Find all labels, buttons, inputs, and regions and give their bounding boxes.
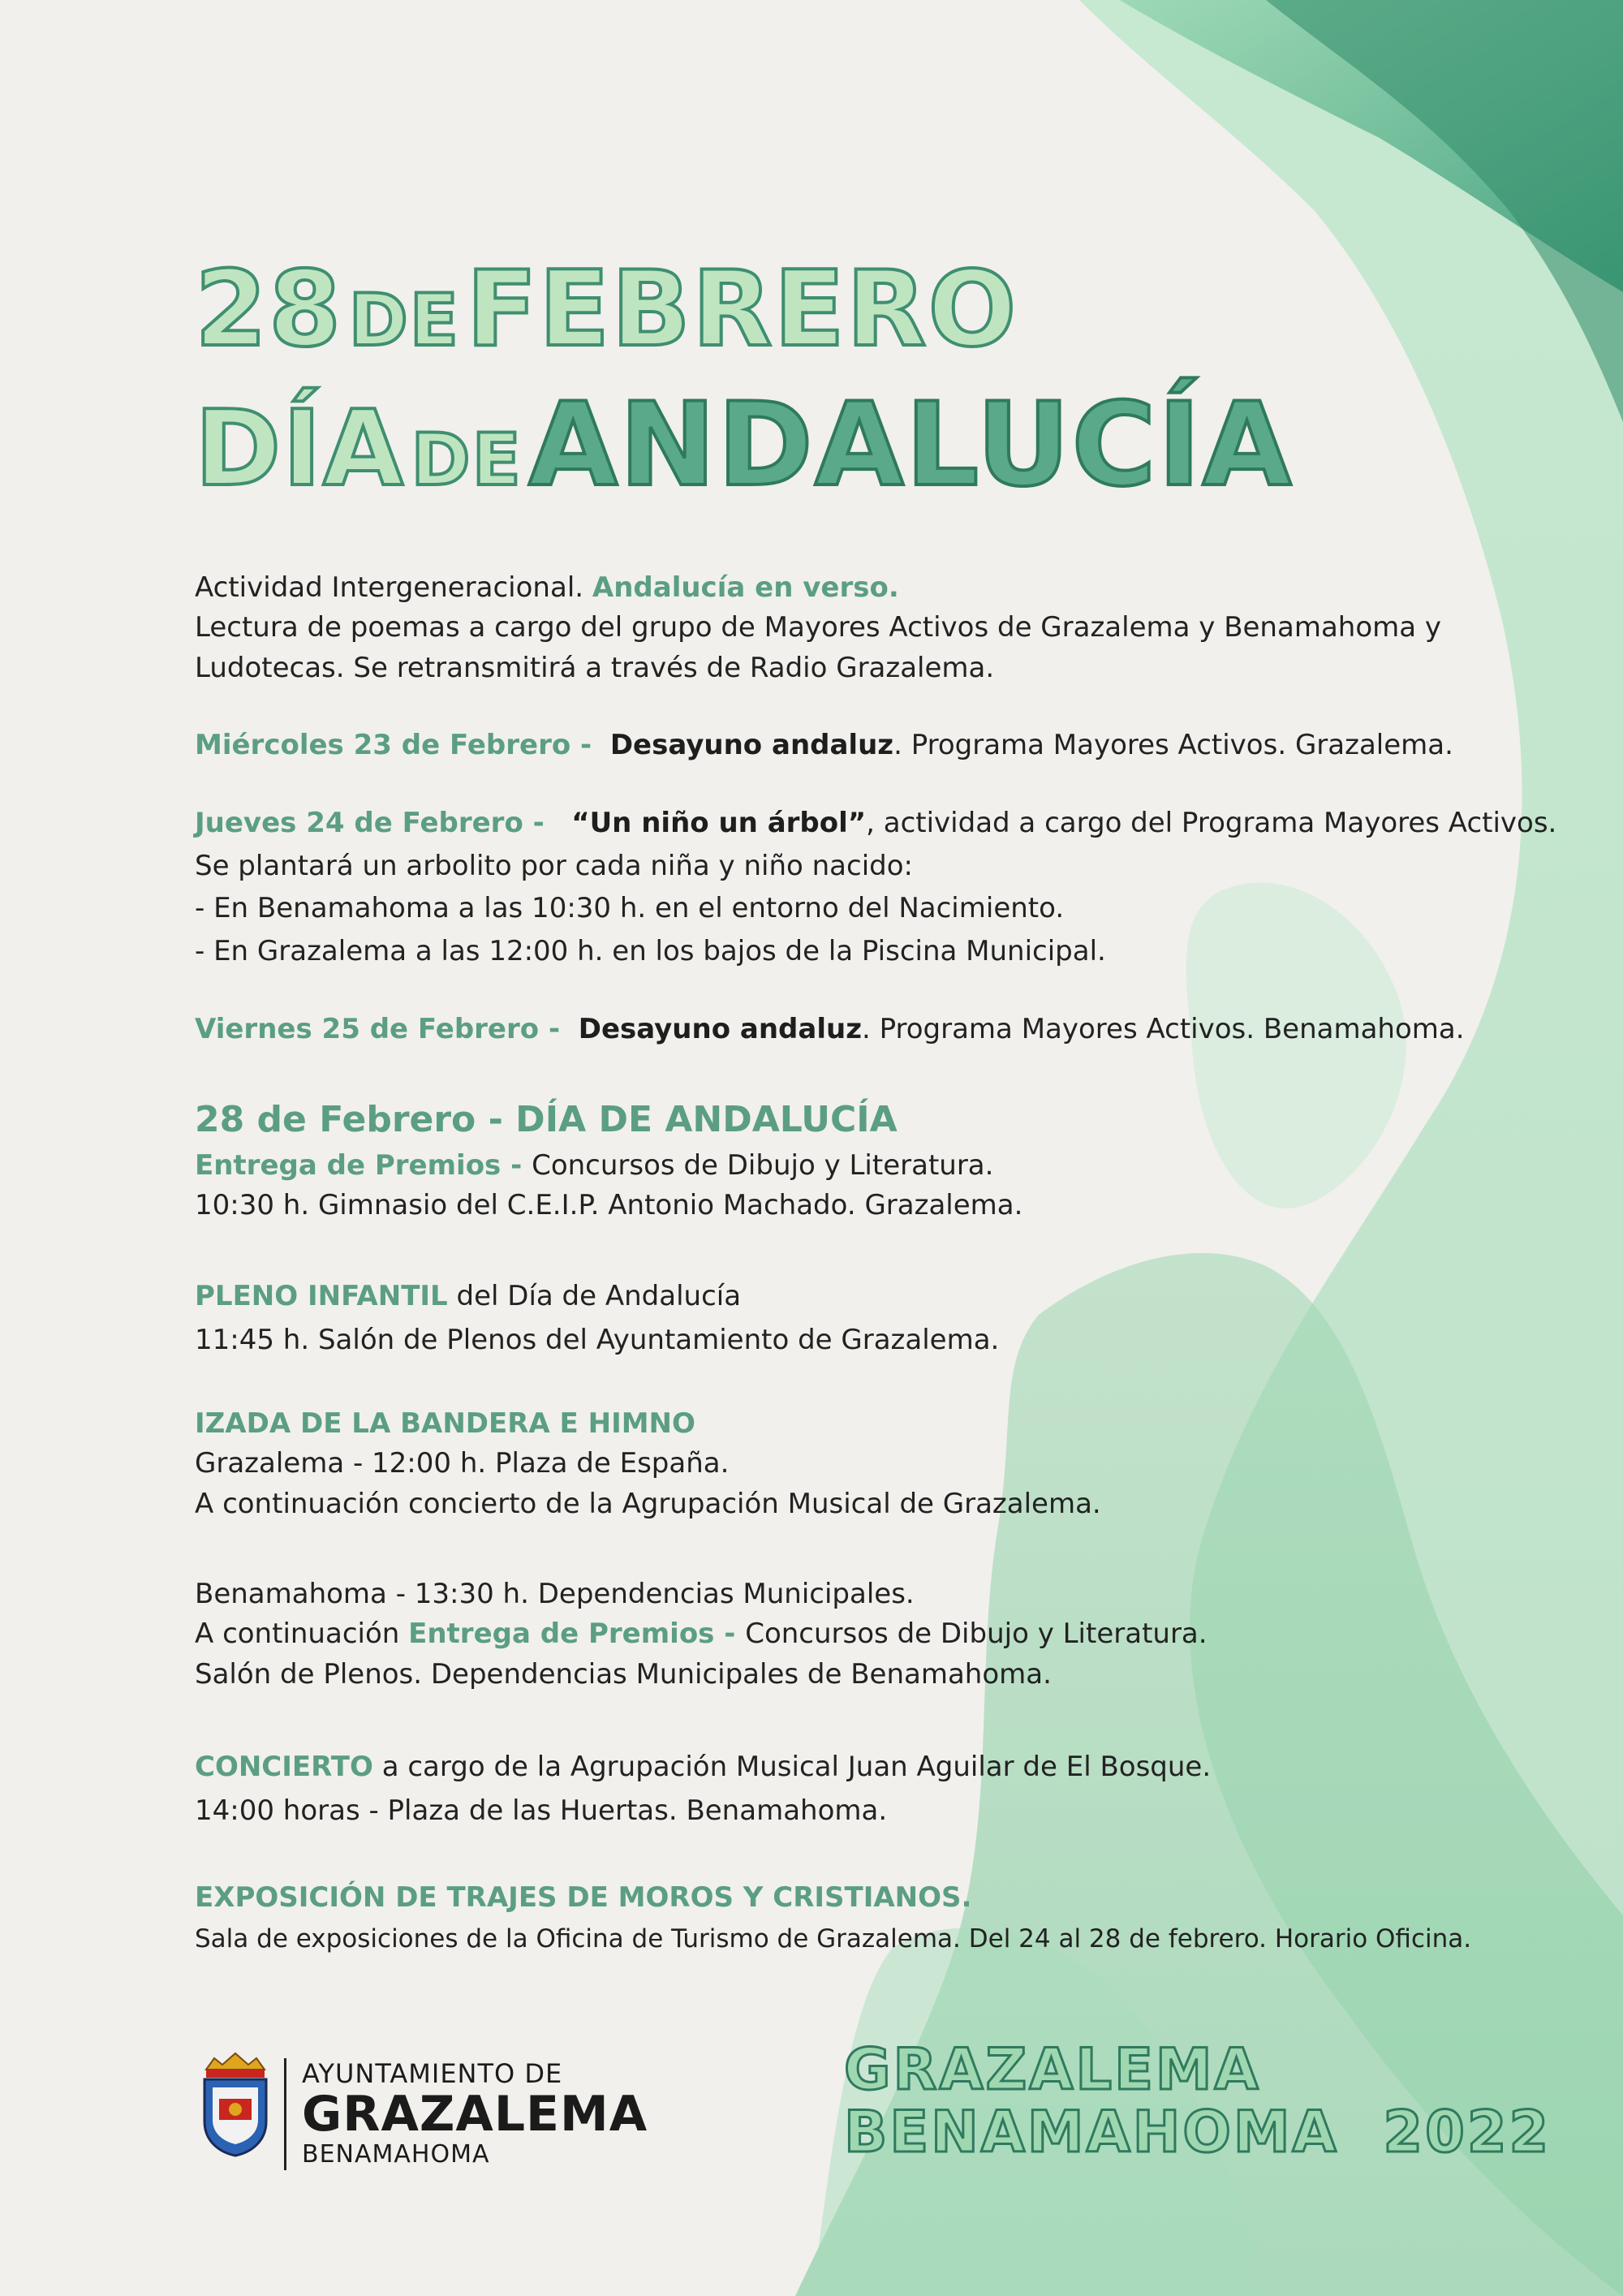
izada-line-2: Grazalema - 12:00 h. Plaza de España. <box>195 1447 730 1480</box>
block-viernes <box>195 1009 1465 1050</box>
block-izada <box>195 1404 1101 1524</box>
footer-line-1: GRAZALEMA <box>844 2036 1261 2103</box>
concierto-line-2: 14:00 horas - Plaza de las Huertas. Benamahoma. <box>195 1794 888 1828</box>
logo-line-1: AYUNTAMIENTO DE <box>302 2058 563 2089</box>
day28-premios-line-2: 10:30 h. Gimnasio del C.E.I.P. Antonio Machado. Grazalema. <box>195 1189 1023 1222</box>
block-exposicion <box>195 1876 1471 1958</box>
wed-event: Desayuno andaluz <box>609 729 894 761</box>
block-pleno-infantil <box>195 1274 999 1363</box>
title-andalucia: ANDALUCÍA <box>528 378 1294 512</box>
bena-line-2: A continuación Entrega de Premios - Concursos de Dibujo y Literatura. <box>195 1618 1208 1651</box>
thu-date: Jueves 24 de Febrero - <box>195 807 554 839</box>
title-month: FEBRERO <box>466 249 1018 370</box>
title-line-1 <box>195 249 1018 370</box>
title-de: DE <box>348 278 460 362</box>
logo-divider <box>284 2058 286 2170</box>
pleno-line-2: 11:45 h. Salón de Plenos del Ayuntamiento de Grazalema. <box>195 1324 1000 1357</box>
expo-heading: EXPOSICIÓN DE TRAJES DE MOROS Y CRISTIANOS. <box>195 1881 972 1914</box>
footer-line-2: BENAMAHOMA 2022 <box>844 2099 1552 2165</box>
concierto-line-1: CONCIERTO a cargo de la Agrupación Musical Juan Aguilar de El Bosque. <box>195 1751 1212 1783</box>
fri-date: Viernes 25 de Febrero - <box>195 1013 570 1045</box>
thu-event: “Un niño un árbol” <box>571 807 867 839</box>
fri-event: Desayuno andaluz <box>578 1013 862 1045</box>
thu-line-1: Jueves 24 de Febrero - “Un niño un árbol”, actividad a cargo del Programa Mayores Activos. <box>195 807 1557 839</box>
thu-line-2: Se plantará un arbolito por cada niña y niño nacido: <box>195 849 913 882</box>
title-dia: DÍA <box>195 389 405 510</box>
thu-line-4: - En Grazalema a las 12:00 h. en los bajos de la Piscina Municipal. <box>195 935 1106 968</box>
expo-line-2: Sala de exposiciones de la Oficina de Turismo de Grazalema. Del 24 al 28 de febrero. Horario Oficina. <box>195 1923 1472 1954</box>
logo-text <box>302 2058 648 2169</box>
footer-title <box>844 2036 1552 2165</box>
bena-line-1: Benamahoma - 13:30 h. Dependencias Municipales. <box>195 1578 915 1610</box>
intergen-highlight: Andalucía en verso. <box>592 571 899 604</box>
title-day-number: 28 <box>195 249 343 370</box>
coat-of-arms-icon <box>198 2052 273 2157</box>
intergen-line-1: Actividad Intergeneracional. Andalucía en verso. <box>195 571 899 604</box>
izada-heading: IZADA DE LA BANDERA E HIMNO <box>195 1407 695 1440</box>
wed-rest: . Programa Mayores Activos. Grazalema. <box>893 729 1453 761</box>
block-intergeneracional <box>195 568 1441 688</box>
block-benamahoma <box>195 1574 1208 1695</box>
block-miercoles <box>195 725 1453 766</box>
day28-premios-line: Entrega de Premios - Concursos de Dibujo y Literatura. <box>195 1148 994 1182</box>
concierto-highlight: CONCIERTO <box>195 1751 373 1783</box>
bena-premios: Entrega de Premios <box>408 1618 715 1651</box>
block-concierto <box>195 1745 1211 1833</box>
title-de-2: DE <box>411 418 523 502</box>
title-line-2 <box>195 378 1294 512</box>
block-jueves <box>195 802 1556 973</box>
logo-line-3: BENAMAHOMA <box>302 2140 490 2169</box>
intergen-line-2: Lectura de poemas a cargo del grupo de Mayores Activos de Grazalema y Benamahoma y <box>195 611 1442 644</box>
bena-line-3: Salón de Plenos. Dependencias Municipales de Benamahoma. <box>195 1657 1052 1691</box>
thu-line-3: - En Benamahoma a las 10:30 h. en el entorno del Nacimiento. <box>195 892 1065 925</box>
day28-premios: Entrega de Premios <box>195 1148 502 1182</box>
fri-rest: . Programa Mayores Activos. Benamahoma. <box>861 1013 1465 1045</box>
block-28-febrero <box>195 1094 1022 1226</box>
wed-date: Miércoles 23 de Febrero - <box>195 729 601 761</box>
pleno-line-1: PLENO INFANTIL del Día de Andalucía <box>195 1280 742 1312</box>
izada-line-3: A continuación concierto de la Agrupación Musical de Grazalema. <box>195 1487 1101 1520</box>
intergen-line-3: Ludotecas. Se retransmitirá a través de Radio Grazalema. <box>195 651 995 684</box>
logo-line-2: GRAZALEMA <box>302 2086 648 2143</box>
pleno-highlight: PLENO INFANTIL <box>195 1280 448 1312</box>
day28-heading: 28 de Febrero - DÍA DE ANDALUCÍA <box>195 1099 898 1140</box>
